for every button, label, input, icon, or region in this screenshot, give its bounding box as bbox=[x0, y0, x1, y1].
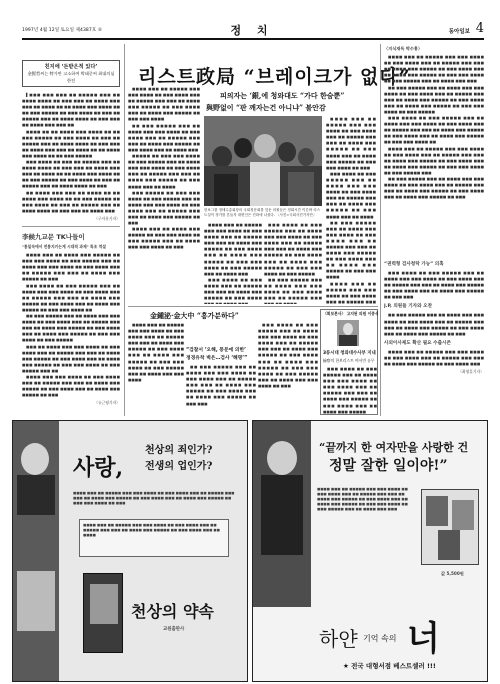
left-headline-1: 친지에 ‘돈받은적 있다’ bbox=[44, 64, 98, 70]
section-title: 정 치 bbox=[230, 24, 274, 37]
right-column-body: 〈지식재독 박수홍〉 ■■■■ ■■■ ■■ ■■■■■ ■■■ ■■■ ■■■■ ■■ ■■■ ■■■■ ■■■ ■■ ■■■■■ ■■■ ■■■ ■■ ■■■■ ■■■ ■■■■■ ■■ ■■■ ■■■■ ■■■ ■■ ■■■■ ■■■ ■■■■■ ■■ ■■■ ■■■ ■■■■ ■■ ■■■ ■■■■■ ■■■ ■■ ■■■■ ■■■ ■■■ ■■ ■■■ ■■■■■ ■■■ ■■ ■■■■ ■■■ ■■■ ■■■■ ■■ ■■■ ■■■■ ■■■ ■■ ■■■■■ ■■■ ■■■ ■■ ■■■■ ■■■ ■■■■■ ■■ ■■■ ■■■■ ■■■ ■■ ■■■■ ■■■ ■■■■■ ■■ ■■■ ■■■ ■■■■ ■■ ■■■ ■■■■■ ■■■ ■■■■ ■■ ■■■ ■■■■■ ■■■ ■■ ■■■■ ■■■ ■■■ ■■■■ ■■ ■■■ ■■■■ ■■■ ■■ ■■■■■ ■■■ ■■■ ■■ ■■■■ ■■■ ■■■■■ ■■ ■■■ ■■■■ ■■■ ■■ ■■■■ ■■■ ■■■■■ ■■ ■■■ ■■■ ■■■■ ■■ ■■■■ ■■■ ■■ ■■■■■ ■■■ ■■■ ■■■■ ■■ ■■■ ■■■■ ■■■ ■■ ■■■■■ ■■■ ■■■ ■■ ■■■■ ■■■ ■■■■■ ■■ ■■■ ■■■■ ■■■ ■■ ■■■■ ■■■ ■■■■■ ■■ ■■■ ■■■ ■■■■ ■■ ■■■ ■■■■■ ■■■ ■■ ■■■ ■■■■■ ■■■ ■■ ■■■■ ■■■ ■■■ ■■■■ ■■ ■■■ ■■■■ ■■■ ■■ ■■■■■ ■■■ ■■■ ■■ ■■■■ ■■■ ■■■■■ ■■ ■■■ ■■■■ ■■■ ■■ ■■■■ ■■■ ■■■■■ ■■ ■■■ bbox=[384, 46, 484, 200]
main-story-col-2: ■■■■ ■■■ ■■ ■■■■■ ■■■ ■■■ ■■■■ ■■ ■■■ ■■■■ ■■■ ■■ ■■■■■ ■■■ ■■■ ■■ ■■■■ ■■■ ■■■■■ ■■ ■■■ ■■■■ ■■■ ■■ ■■■■ ■■■ ■■■■■ ■■ ■■■ ■■■ ■■■■ ■■ ■■■ ■■■■■ ■■■ ■■ ■■■■ ■■■ ■■■ ■■■■ ■■ ■■■ ■■■■ ■■■ ■■ ■■■■■ ■■■ ■■■ ■■ ■■■■ ■■■ ■■■■■ ■■ ■■■ ■■■■ bbox=[204, 223, 262, 301]
ad-right-tagline-1: “끝까지 한 여자만을 사랑한 건 bbox=[319, 441, 469, 454]
left-headline-box bbox=[22, 60, 120, 87]
issue-date: 1997년 4월 12일 토요일 제4387호 ⑤ bbox=[22, 28, 102, 33]
ad-left-copy: ■■■■ ■■■ ■■ ■■■■■ ■■■ ■■■ ■■■■ ■■ ■■■ ■■■■ ■■■ ■■ ■■■■■ ■■■ ■■■ ■■ ■■■■ ■■■ ■■■■■ ■■ ■■■ ■■■■ ■■■ ■■ ■■■■ ■■■ ■■■■■ ■■ ■■■ ■■■ ■■■■ ■■ ■■■ bbox=[73, 491, 235, 505]
right-column-lower: “권력형 검사청탁 가능” 의혹 ■■■ ■■■■ ■■ ■■■ ■■■■■ ■■■ ■■ ■■■■ ■■■ ■■■ ■■■■ ■■ ■■■ ■■■■ ■■■ ■■ ■■■■■ ■■■ ■■■ ■■ ■■■■ ■■■ ■■■■■ ■■ ■■■ ■■■■ ■■■ ■■ ■■■■ ■■■ ■■■■■ ■■ ■■■ ■■■ J.P, 의원들 기자와 오찬 ■■ ■■■ ■■■■■ ■■■ ■■ ■■■■ ■■■ ■■■ ■■■■ ■■ ■■■ ■■■■ ■■■ ■■ ■■■■■ ■■■ ■■■ ■■ ■■■■ ■■■ ■■■■■ ■■ ■■■ ■■■■ ■■■ ■■ ■■■■ ■■■ ■■■■■ ■■ ■■■ 사외이사제도 확산 필요 수출시즌 ■■■■ ■■■ ■■ ■■■■■ ■■■ ■■■ ■■■■ ■■ ■■■ ■■■■ ■■■ ■■ ■■■■■ ■■■ ■■■ ■■ ■■■■ ■■■ ■■■■■ ■■ ■■■ ■■■■ ■■■ 〈최영훈기자〉 bbox=[384, 262, 484, 375]
ad-right-bestseller: ★ 전국 대형서점 베스트셀러 !!! bbox=[343, 662, 436, 670]
paper-name: 동아일보 bbox=[448, 29, 470, 35]
ad-left-tagline-small: 사랑, bbox=[73, 455, 124, 481]
ad-left-book-cover bbox=[83, 573, 123, 653]
mid-divider bbox=[128, 306, 378, 307]
ad-left-tagline-2: 전생의 업인가? bbox=[145, 461, 213, 472]
main-deck-1: 피의자는 ‘銀,에 청와대도 “가다 한숨뿐” bbox=[220, 91, 345, 100]
interview-body: ■■■ ■■■■ ■■ ■■■ ■■■■■ ■■■ ■■ ■■■■ ■■■ ■■■ ■■■■ ■■ ■■■ ■■■■ ■■■ ■■ ■■■■■ ■■■ ■■■ ■■ ■■■■ ■■■ ■■■■■ ■■ ■■■ ■■■■ ■■■ ■■ ■■■■ ■■■ ■■■■■ bbox=[323, 367, 377, 414]
news-photo bbox=[204, 116, 322, 206]
left-reporter-1: 〈구자룡기자〉 bbox=[94, 215, 120, 221]
main-headline: 리스트政局 “브레이크가 없다” bbox=[138, 66, 411, 88]
right-small-headline-1: “권력형 검사청탁 가능” 의혹 bbox=[384, 262, 444, 267]
kim-story-col-1: ■■■■ ■■■ ■■ ■■■■■ ■■■ ■■■ ■■■■ ■■ ■■■ ■■■■ ■■■ ■■ ■■■■■ ■■■ ■■■ ■■ ■■■■ ■■■ ■■■■■ ■■ ■■■ ■■■■ ■■■ ■■ ■■■■ ■■■ ■■■■■ ■■ ■■■ ■■■ ■■■■ ■■ ■■■ ■■■■■ ■■■ ■■ ■■■■ ■■■ ■■■ ■■■■ bbox=[128, 323, 184, 382]
column-rule-1 bbox=[124, 44, 125, 416]
ad-left-publisher: 교원출판사 bbox=[163, 627, 185, 632]
right-small-headline-3: 사외이사제도 확산 필요 수출시즌 bbox=[384, 340, 451, 346]
kim-deck-1: “검찰서 ‘오해, 풍문에 의한’ bbox=[186, 348, 246, 353]
right-small-headline-2: J.P, 의원들 기자와 오찬 bbox=[384, 304, 433, 310]
ad-right-book-title-2: 기억 속의 bbox=[363, 634, 397, 643]
page-number: 4 bbox=[475, 21, 484, 36]
left-reporter-2: 〈유근평기자〉 bbox=[94, 400, 120, 406]
right-column-label: 〈지식재독 박수홍〉 bbox=[384, 46, 423, 51]
masthead bbox=[22, 22, 484, 40]
kim-story-col-3: ■■■ ■■■■ ■■ ■■■ ■■■■■ ■■■ ■■ ■■■■ ■■■ ■■■ ■■■■ ■■ ■■■ ■■■■ ■■■ ■■ ■■■■■ ■■■ ■■■ ■■ ■■■■ ■■■ ■■■■■ ■■ ■■■ ■■■■ ■■■ ■■ ■■■■ ■■■ ■■■■■ ■■ ■■■ ■■■ ■■■■ ■■ ■■■ ■■■■■ ■■■ ■■ ■■■■ ■■■ ■■■ ■■■■ ■■ ■■■ bbox=[258, 323, 318, 388]
left-headline-4: "통일속에서 전통지키는게 시대적 과제" 특조 역설 bbox=[22, 244, 106, 249]
column-rule-2 bbox=[380, 44, 381, 416]
ad-right-book-stack bbox=[421, 489, 479, 565]
main-story-col-4: ■■■■ ■■■ ■■ ■■■■■ ■■■ ■■■ ■■■■ ■■ ■■■ ■■■■ ■■■ ■■ ■■■■■ ■■■ ■■■ ■■ ■■■■ ■■■ ■■■■■ ■■ ■■■ ■■■■ ■■■ ■■ ■■■■ ■■■ ■■■■■ ■■ ■■■ ■■■ ■■■■ ■■ ■■■ ■■■ ■■■■ ■■ ■■■ ■■■■■ ■■■ ■■ ■■■■ ■■■ ■■■ ■■■■ ■■ ■■■ ■■■■ ■■■ ■■ ■■■■■ ■■■ ■■■ ■■ ■■■■ ■■■ ■■■■■ ■■ ■■■ ■■■■ ■■■ ■■ ■■■■ ■■ ■■■ ■■■■■ ■■■ ■■ ■■■■ ■■■ ■■■ ■■■■ ■■ ■■■ ■■■■ ■■■ ■■ ■■■■■ ■■■ ■■■ ■■ ■■■■ ■■■ ■■■■■ ■■ ■■■ ■■■■ ■■■ ■■ ■■■■ ■■■ ■■■■■ ■■ ■■■ ■■■ ■■■■ ■■■■ ■■■ ■■ ■■■■■ ■■■ ■■■ ■■■■ ■■ ■■■ ■■■■ ■■■ ■■ ■■■■■ ■■■ bbox=[326, 117, 376, 304]
left-divider bbox=[22, 226, 120, 227]
ad-left-book-title: 천상의 약속 bbox=[131, 602, 214, 621]
photo-caption: 한보그룹 정태수총회장의 국회청문회를 앞둔 의원들은 정회시간 이른바 리스트설이 정가를 흔들자 대변인은 진화에 나섰다. 〈사진=국회사진기자단〉 bbox=[204, 208, 320, 217]
kim-story-col-2: ■■ ■■■ ■■■■■ ■■■ ■■ ■■■■ ■■■ ■■■ ■■■■ ■■ ■■■ ■■■■ ■■■ ■■ ■■■■■ ■■■ ■■■ ■■ ■■■■ ■■■ ■■■■■ ■■ ■■■ ■■■■ ■■■ ■■ ■■■■ ■■■ ■■■■■ ■■ ■■■ ■■■ bbox=[186, 365, 256, 406]
interview-deck: 檢察의 한보리스트 여서만 유무 bbox=[323, 358, 375, 363]
ad-left[interactable] bbox=[12, 420, 248, 682]
kim-deck-2: 정경유착 벽은…검사 ‘해명’” bbox=[186, 356, 248, 361]
left-headline-2: 金賢哲씨는 特가만 고소하여 박태중씨 최대의심 한전 bbox=[27, 71, 115, 83]
main-deck-2: 與野없이 “판 깨자는건 아니냐” 불안감 bbox=[206, 103, 326, 112]
ad-right-book-title-big: 너 bbox=[407, 619, 440, 659]
ad-right-book-title: 하얀 bbox=[319, 627, 358, 651]
ad-right[interactable] bbox=[252, 420, 488, 682]
ad-right-price: 값 5,500원 bbox=[441, 571, 464, 576]
ad-left-tagline-1: 천상의 죄인가? bbox=[145, 445, 213, 456]
left-column-story-2: 李候九교문 TK나들이 "통일속에서 전통지키는게 시대적 과제" 특조 역설 ■■■■ ■■■ ■■ ■■■■ ■■■ ■■■■■ ■■ ■■■ ■■■ ■■■■ ■■ ■■■ ■■■■■ ■■■ ■■ ■■■■ ■■■ ■■■ ■■■■ ■■ ■■■ ■■■■ ■■■ ■■ ■■■■■ ■■■ ■■■ ■■ ■■■■ ■■■ ■■■■■ ■■ ■■■ ■■■ ■■■■ ■■ ■■■ ■■■■■ ■■■ ■■ ■■■■ ■■■ ■■■ ■■■■ ■■ ■■■ ■■■■ ■■■ ■■ ■■■■■ ■■■ ■■■ ■■ ■■■■ ■■■ ■■■■■ ■■ ■■■ ■■■■ ■■■ ■■ ■■■■ ■■■ ■■■■■ ■■ ■■■ ■■■ ■■■■ ■■ ■■ ■■■ ■■■■■ ■■■ ■■ ■■■■ ■■■ ■■■ ■■■■ ■■ ■■■ ■■■■ ■■■ ■■ ■■■■■ ■■■ ■■■ ■■ ■■■■ ■■■ ■■■■■ ■■ ■■■ ■■■■ ■■■ ■■ ■■■■ ■■■ ■■■■■ ■■ ■■■ ■■■ ■■■■ ■■ ■■■ ■■■■■ ■■■ ■■ ■■■■ ■■■ ■■■ ■■■■ ■■ ■■■ ■■■■ ■■■ ■■ ■■■■■ ■■■ ■■■ ■■ ■■■■ ■■■ ■■■■■ ■■ ■■■ ■■■■ ■■■ ■■ ■■■■ ■■■ ■■■■■ ■■ ■■■ ■■■ ■■■■ ■■ ■■■ ■■■■■ ■■■ ■■ ■■■■ ■■■ ■■■ ■■■■ ■■ ■■■ ■■■■ ■■■ ■■ ■■■■■ ■■■ ■■■ ■■ ■■■■ ■■■ ■■■■■ ■■ ■■■ ■■■■ ■■■ ■■ ■■■■ ■■■ ■■■■■ ■■ ■■■ 〈유근평기자〉 bbox=[22, 233, 120, 406]
ad-right-tagline-2: 정말 잘한 일이야!” bbox=[329, 458, 448, 474]
interview-box bbox=[320, 309, 378, 415]
ad-left-portrait bbox=[13, 421, 59, 682]
left-column-body: ▌■■■ ■■■ ■■■ ■■ ■■■■■ ■■■ ■■ ■■■■ ■■■■ ■■ ■■■ ■■■ ■■ ■■■■ ■■■ ■■■ ■■ ■■■■ ■■ ■■ ■■■■ ■■■ ■■■■ ■■ ■■ ■■■ ■■■■■ ■■ ■■■ ■■■■ ■■ ■■■ ■■ ■■■■■ ■■■ ■■ ■■■■ ■■■■ ■■ ■■■ ■■■ ■■ ■■■■ ■■■ ■■■ ■■ ■■■■ ■■ ■■ ■■■■ ■■■ ■■■■ ■■ ■■ ■■■ ■■■■■ ■■ ■■■ ■■■■ ■■ ■■■ ■■ ■■■■■ ■■■ ■■ ■■■■ ■■■■ ■■ ■■■ ■■■ ■■ ■■■■ ■■■ ■■■ ■■ ■■■■ ■■ ■■ ■■■■ ■■■ ■■■■ ■■ ■■ ■■■ ■■■■■ ■■■ ■■■■ ■■ ■■■ ■■ ■■■■■ ■■■ ■■ ■■■■ ■■■■ ■■ ■■■ ■■■ ■■ ■■■■ ■■■ ■■■ ■■ ■■■■ ■■ ■■ ■■■■ ■■■ ■■■■ ■■ ■■ ■■■ ■■■■■ ■■ ■■■ ■■■■ ■■ ■■■ ■■ ■■■■■ ■■■ ■■ ■■■■ ■■■■ ■■ ■■■ ■■ ■■■■ ■■■ ■■■ ■■ ■■■■ ■■ ■■ ■■■■ ■■■ ■■■■ ■■ ■■ ■■■ ■■■■■ ■■ ■■■ ■■■■ ■■ ■■■ ■■ ■■■■■ ■■■ ■■ ■■■■ ■■■■ ■■ ■■■ ■■■ ■■ ■■■■ ■■■ 〈구자룡기자〉 bbox=[22, 93, 120, 221]
ad-right-portrait bbox=[253, 421, 311, 607]
left-headline-3: 李候九교문 TK나들이 bbox=[22, 233, 85, 241]
ad-right-copy: ■■■■ ■■■ ■■ ■■■■■ ■■■ ■■■ ■■■■ ■■ ■■■ ■■■■ ■■■ ■■ ■■■■■ ■■■ ■■■ ■■ ■■■■ ■■■ ■■■■■ ■■ ■■■ ■■■■ ■■■ ■■ ■■■■ ■■■ ■■■■■ ■■ ■■■ ■■■ ■■■■ ■■ ■■■ ■■■■■ ■■■ ■■ ■■■■ ■■■ ■■■ bbox=[317, 487, 408, 511]
interview-portrait bbox=[337, 320, 359, 346]
main-story-col-1: ■■■■ ■■■ ■■ ■■■■■ ■■■ ■■■ ■■■■ ■■ ■■■ ■■■■ ■■■ ■■ ■■■■■ ■■■ ■■■ ■■ ■■■■ ■■■ ■■■■■ ■■ ■■■ ■■■■ ■■■ ■■ ■■■■ ■■■ ■■■■■ ■■ ■■■ ■■■ ■■■■ ■■ ■■■ ■■■■■ ■■■ ■■ ■■■■ ■■■ ■■■ ■■■■ ■■ ■■■ ■■■■ ■■■ ■■ ■■■■■ ■■■ ■■■ ■■ ■■■■ ■■■ ■■■■■ ■■ ■■■ ■■■■ ■■■ ■■ ■■■■ ■■■ ■■■■■ ■■ ■■■ ■■■ ■■■■ ■■ ■■■ ■■■■■ ■■■ ■■ ■■■■ ■■■ ■■■ ■■■■ ■■ ■■■ ■■■■ ■■■ ■■ ■■■■■ ■■■ ■■■ ■■ ■■■■ ■■■ ■■■■■ ■■ ■■■ ■■■■ ■■■ ■■ ■■■■ ■■■ ■■■■■ ■■ ■■■ ■■■ ■■■■ ■■ ■■■ ■■■■■ ■■■ ■■ ■■■■ ■■■ ■■■ ■■■■ ■■ ■■■ ■■■■ ■■■ ■■ ■■■■■ ■■■ ■■■ ■■ ■■■■ ■■■ ■■■■■ ■■ ■■■ ■■■■ ■■■ ■■ ■■■■ ■■■ ■■■■■ ■■ ■■■ ■■■ ■■■■ ■■ ■■■ ■■■■■ ■■■ ■■ ■■■■ ■■■ ■■■ ■■■■ ■■ ■■■ bbox=[128, 87, 200, 250]
right-byline: 〈최영훈기자〉 bbox=[458, 369, 484, 375]
ad-left-quote-box: ■■■■ ■■■ ■■ ■■■■■ ■■■ ■■■ ■■■■ ■■ ■■■ ■■■■ ■■■ ■■ ■■■■■ ■■■ ■■■ ■■ ■■■■ ■■■ ■■■■■ ■■ ■■■ ■■■■ ■■■ ■■ ■■■■ bbox=[79, 519, 229, 557]
kim-headline: 金鍾泌·金大中 “흥가분하다” bbox=[150, 311, 239, 320]
interview-label: 〈회보본사〉 고지된 의원 이종식 bbox=[323, 311, 379, 316]
main-story-col-3: ■■■ ■■■■ ■■ ■■■ ■■■■■ ■■■ ■■ ■■■■ ■■■ ■■■ ■■■■ ■■ ■■■ ■■■■ ■■■ ■■ ■■■■■ ■■■ ■■■ ■■ ■■■■ ■■■ ■■■■■ ■■ ■■■ ■■■■ ■■■ ■■ ■■■■ ■■■ ■■■■■ ■■ ■■■ ■■■ ■■■■ ■■ ■■■ ■■■■■ ■■ ■■■ ■■■■■ ■■■ ■■ ■■■■ ■■■ ■■■ ■■■■ ■■ ■■■ ■■■■ ■■■ ■■ ■■■■■ ■■■ bbox=[264, 223, 322, 301]
interview-headline: 3류시대 청와대수사부 지내 bbox=[323, 351, 376, 356]
advertisement-area bbox=[12, 420, 488, 682]
